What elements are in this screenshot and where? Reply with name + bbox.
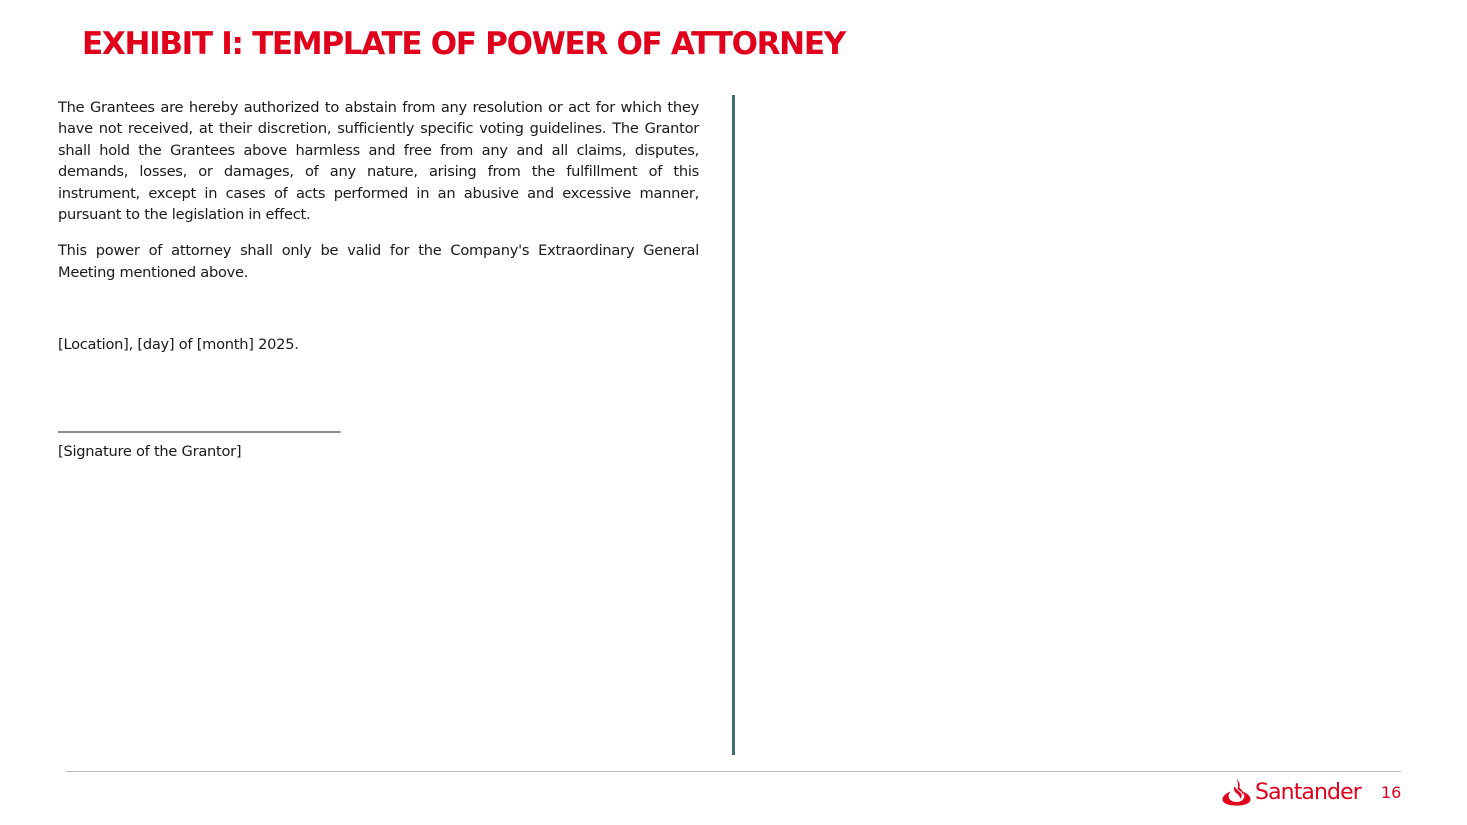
brand-name: Santander (1255, 779, 1361, 805)
column-divider (732, 95, 735, 755)
footer-divider (66, 771, 1401, 772)
santander-flame-icon (1222, 778, 1251, 806)
page-number: 16 (1381, 783, 1402, 802)
document-body (58, 97, 699, 462)
signature-line: ____________________________________________ (58, 415, 340, 433)
date-line: [Location], [day] of [month] 2025. (58, 336, 299, 354)
santander-logo (1222, 776, 1361, 808)
abstention-paragraph: The Grantees are hereby authorized to abstain from any resolution or act for which they have not received, at their discretion, sufficiently specific voting guidelines. The Grantor shall hold the Grantees above harmless and free from any and all claims, disputes, demands, losses, or damages, of any nature, arising from the fulfillment of this instrument, except in cases of acts performed in an abusive and excessive manner, pursuant to the legislation in effect. (58, 99, 699, 224)
validity-paragraph: This power of attorney shall only be valid for the Company's Extraordinary General Meeting mentioned above. (58, 242, 699, 281)
signature-caption: [Signature of the Grantor] (58, 443, 242, 461)
page-title: EXHIBIT I: TEMPLATE OF POWER OF ATTORNEY (82, 26, 845, 62)
